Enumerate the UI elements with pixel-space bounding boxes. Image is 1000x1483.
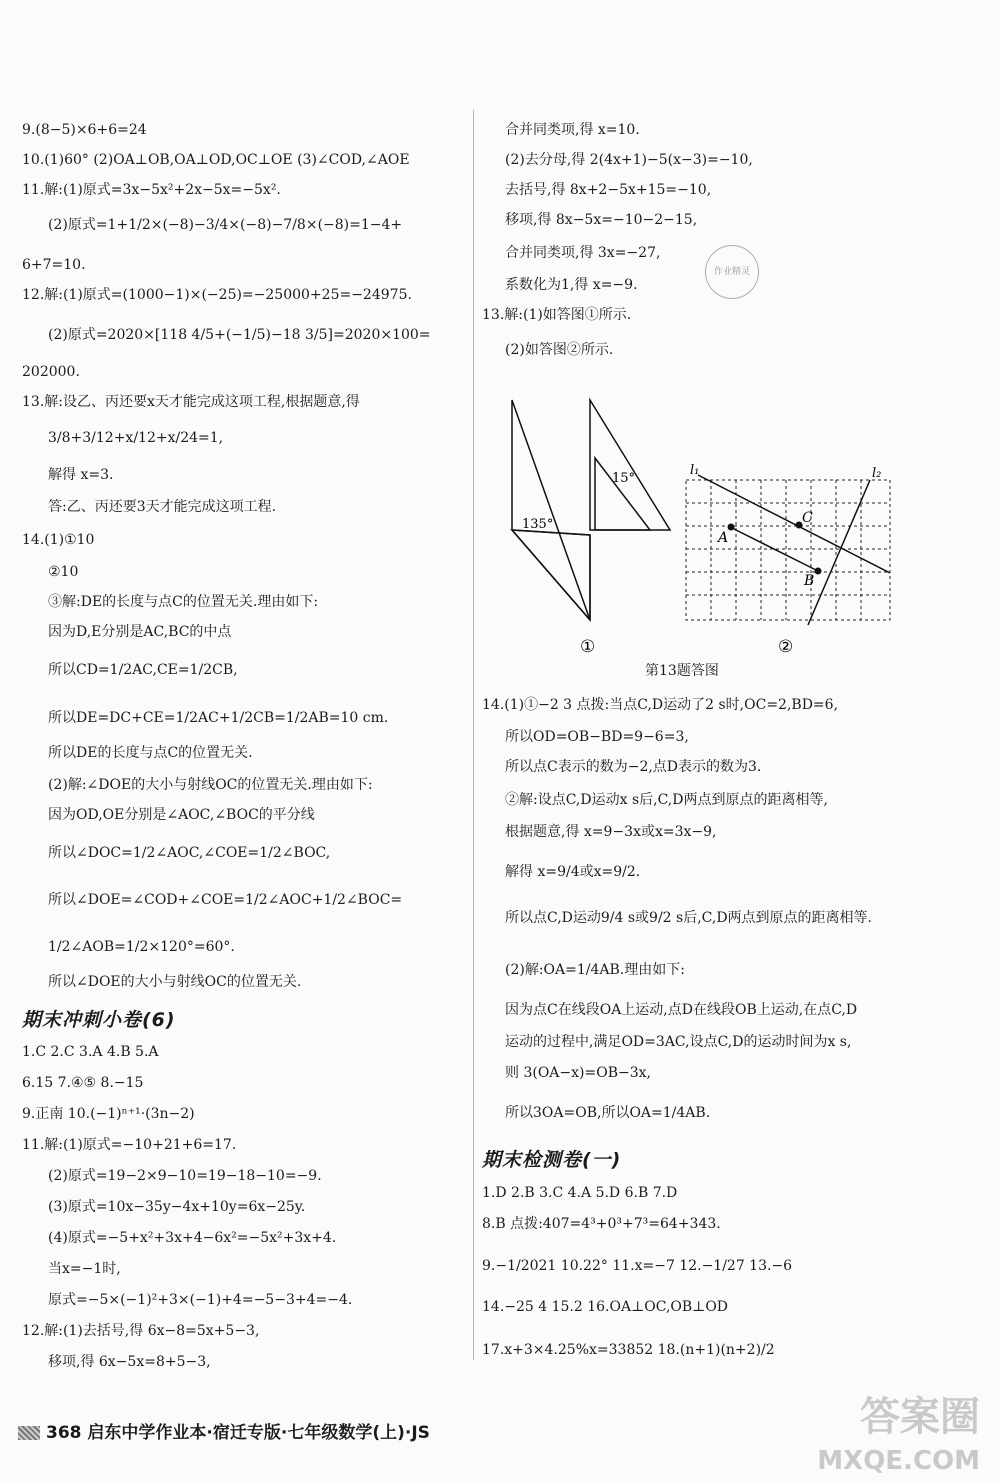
- left-line: 所以DE=DC+CE=1/2AC+1/2CB=1/2AB=10 cm.: [48, 710, 389, 726]
- right-line: 去括号,得 8x+2−5x+15=−10,: [505, 182, 712, 198]
- left-line: 解得 x=3.: [48, 467, 114, 483]
- left-line: 10.(1)60° (2)OA⊥OB,OA⊥OD,OC⊥OE (3)∠COD,∠AOE: [22, 152, 410, 168]
- left-line: 6+7=10.: [22, 257, 86, 273]
- section-title-final-sprint-6: 期末冲刺小卷(6): [22, 1009, 176, 1031]
- right-line: 因为点C在线段OA上运动,点D在线段OB上运动,在点C,D: [505, 1002, 858, 1018]
- right-line: 所以3OA=OB,所以OA=1/4AB.: [505, 1105, 711, 1121]
- left-line: ②10: [48, 564, 79, 580]
- left-line: (2)原式=2020×[118 4/5+(−1/5)−18 3/5]=2020×100=: [48, 327, 431, 343]
- left-line: 11.解:(1)原式=3x−5x²+2x−5x=−5x².: [22, 182, 281, 198]
- footer-text: 368 启东中学作业本·宿迁专版·七年级数学(上)·JS: [46, 1423, 430, 1443]
- left-line: 所以∠DOE=∠COD+∠COE=1/2∠AOC+1/2∠BOC=: [48, 892, 403, 908]
- right-line: 系数化为1,得 x=−9.: [505, 277, 638, 293]
- page-footer: [18, 1418, 430, 1443]
- left-line: 因为OD,OE分别是∠AOC,∠BOC的平分线: [48, 807, 315, 823]
- right-line: 9.−1/2021 10.22° 11.x=−7 12.−1/27 13.−6: [482, 1258, 793, 1274]
- left-line: 1/2∠AOB=1/2×120°=60°.: [48, 939, 235, 955]
- left-line: 3/8+3/12+x/12+x/24=1,: [48, 430, 224, 446]
- figure-caption: 第13题答图: [645, 663, 719, 679]
- right-line: ②解:设点C,D运动x s后,C,D两点到原点的距离相等,: [505, 792, 828, 808]
- left-line: 202000.: [22, 364, 80, 380]
- right-line: 解得 x=9/4或x=9/2.: [505, 864, 641, 880]
- left-line: 9.(8−5)×6+6=24: [22, 122, 147, 138]
- right-line: 所以点C表示的数为−2,点D表示的数为3.: [505, 759, 762, 775]
- left-line: 13.解:设乙、丙还要x天才能完成这项工程,根据题意,得: [22, 394, 360, 410]
- left-line: 答:乙、丙还要3天才能完成这项工程.: [48, 499, 277, 515]
- left-line: 6.15 7.④⑤ 8.−15: [22, 1075, 144, 1091]
- footer-mark-icon: [18, 1426, 40, 1440]
- right-line: 1.D 2.B 3.C 4.A 5.D 6.B 7.D: [482, 1185, 678, 1201]
- section-title-final-test-1: 期末检测卷(一): [482, 1149, 622, 1171]
- right-line: (2)如答图②所示.: [505, 342, 614, 358]
- left-line: 原式=−5×(−1)²+3×(−1)+4=−5−3+4=−4.: [48, 1292, 353, 1308]
- left-line: 所以∠DOC=1/2∠AOC,∠COE=1/2∠BOC,: [48, 845, 331, 861]
- left-line: (2)原式=19−2×9−10=19−18−10=−9.: [48, 1168, 322, 1184]
- left-line: 所以∠DOE的大小与射线OC的位置无关.: [48, 974, 302, 990]
- left-line: (4)原式=−5+x²+3x+4−6x²=−5x²+3x+4.: [48, 1230, 337, 1246]
- right-line: 合并同类项,得 x=10.: [505, 122, 640, 138]
- right-line: 移项,得 8x−5x=−10−2−15,: [505, 212, 698, 228]
- figure-1-number: ①: [580, 637, 596, 657]
- left-line: 12.解:(1)去括号,得 6x−8=5x+5−3,: [22, 1323, 260, 1339]
- left-line: 1.C 2.C 3.A 4.B 5.A: [22, 1044, 159, 1060]
- left-line: 所以DE的长度与点C的位置无关.: [48, 745, 253, 761]
- right-line: 根据题意,得 x=9−3x或x=3x−9,: [505, 824, 717, 840]
- right-line: 17.x+3×4.25%x=33852 18.(n+1)(n+2)/2: [482, 1342, 775, 1358]
- left-line: (2)解:∠DOE的大小与射线OC的位置无关.理由如下:: [48, 777, 373, 793]
- figure-2-number: ②: [778, 637, 794, 657]
- right-line: 14.−25 4 15.2 16.OA⊥OC,OB⊥OD: [482, 1299, 729, 1315]
- point-B: [815, 568, 822, 575]
- point-A: [728, 524, 735, 531]
- angle-135-label: 135°: [522, 517, 554, 532]
- left-line: 11.解:(1)原式=−10+21+6=17.: [22, 1137, 237, 1153]
- label-l2: l₂: [872, 466, 882, 481]
- figure-1: [512, 400, 670, 620]
- right-line: 所以点C,D运动9/4 s或9/2 s后,C,D两点到原点的距离相等.: [505, 910, 873, 926]
- watermark-line1: 答案圈: [860, 1394, 980, 1440]
- right-line: 14.(1)①−2 3 点拨:当点C,D运动了2 s时,OC=2,BD=6,: [482, 697, 839, 713]
- left-line: 12.解:(1)原式=(1000−1)×(−25)=−25000+25=−24975.: [22, 287, 412, 303]
- right-line: 运动的过程中,满足OD=3AC,设点C,D的运动时间为x s,: [505, 1034, 852, 1050]
- left-line: 9.正南 10.(−1)ⁿ⁺¹·(3n−2): [22, 1106, 195, 1122]
- left-line: ③解:DE的长度与点C的位置无关.理由如下:: [48, 594, 319, 610]
- label-l1: l₁: [690, 463, 700, 478]
- left-line: 14.(1)①10: [22, 532, 95, 548]
- column-divider: [473, 110, 474, 1360]
- left-line: 当x=−1时,: [48, 1261, 121, 1277]
- right-line: 合并同类项,得 3x=−27,: [505, 245, 661, 261]
- right-line: 则 3(OA−x)=OB−3x,: [505, 1065, 651, 1081]
- stamp-seal: 作业精灵: [705, 245, 759, 299]
- watermark: [817, 1395, 980, 1483]
- left-line: 因为D,E分别是AC,BC的中点: [48, 624, 232, 640]
- angle-15-label: 15°: [612, 471, 636, 486]
- right-line: 所以OD=OB−BD=9−6=3,: [505, 729, 689, 745]
- left-line: 移项,得 6x−5x=8+5−3,: [48, 1354, 211, 1370]
- figure-2-grid: [686, 480, 890, 620]
- right-line: 8.B 点拨:407=4³+0³+7³=64+343.: [482, 1216, 721, 1232]
- right-line: (2)去分母,得 2(4x+1)−5(x−3)=−10,: [505, 152, 753, 168]
- label-C: C: [802, 510, 813, 526]
- label-A: A: [718, 530, 729, 546]
- left-line: (3)原式=10x−35y−4x+10y=6x−25y.: [48, 1199, 306, 1215]
- left-line: 所以CD=1/2AC,CE=1/2CB,: [48, 662, 238, 678]
- label-B: B: [804, 573, 815, 589]
- right-line: (2)解:OA=1/4AB.理由如下:: [505, 962, 685, 978]
- right-line: 13.解:(1)如答图①所示.: [482, 307, 632, 323]
- left-line: (2)原式=1+1/2×(−8)−3/4×(−8)−7/8×(−8)=1−4+: [48, 217, 403, 233]
- watermark-line2: MXQE.COM: [817, 1446, 980, 1476]
